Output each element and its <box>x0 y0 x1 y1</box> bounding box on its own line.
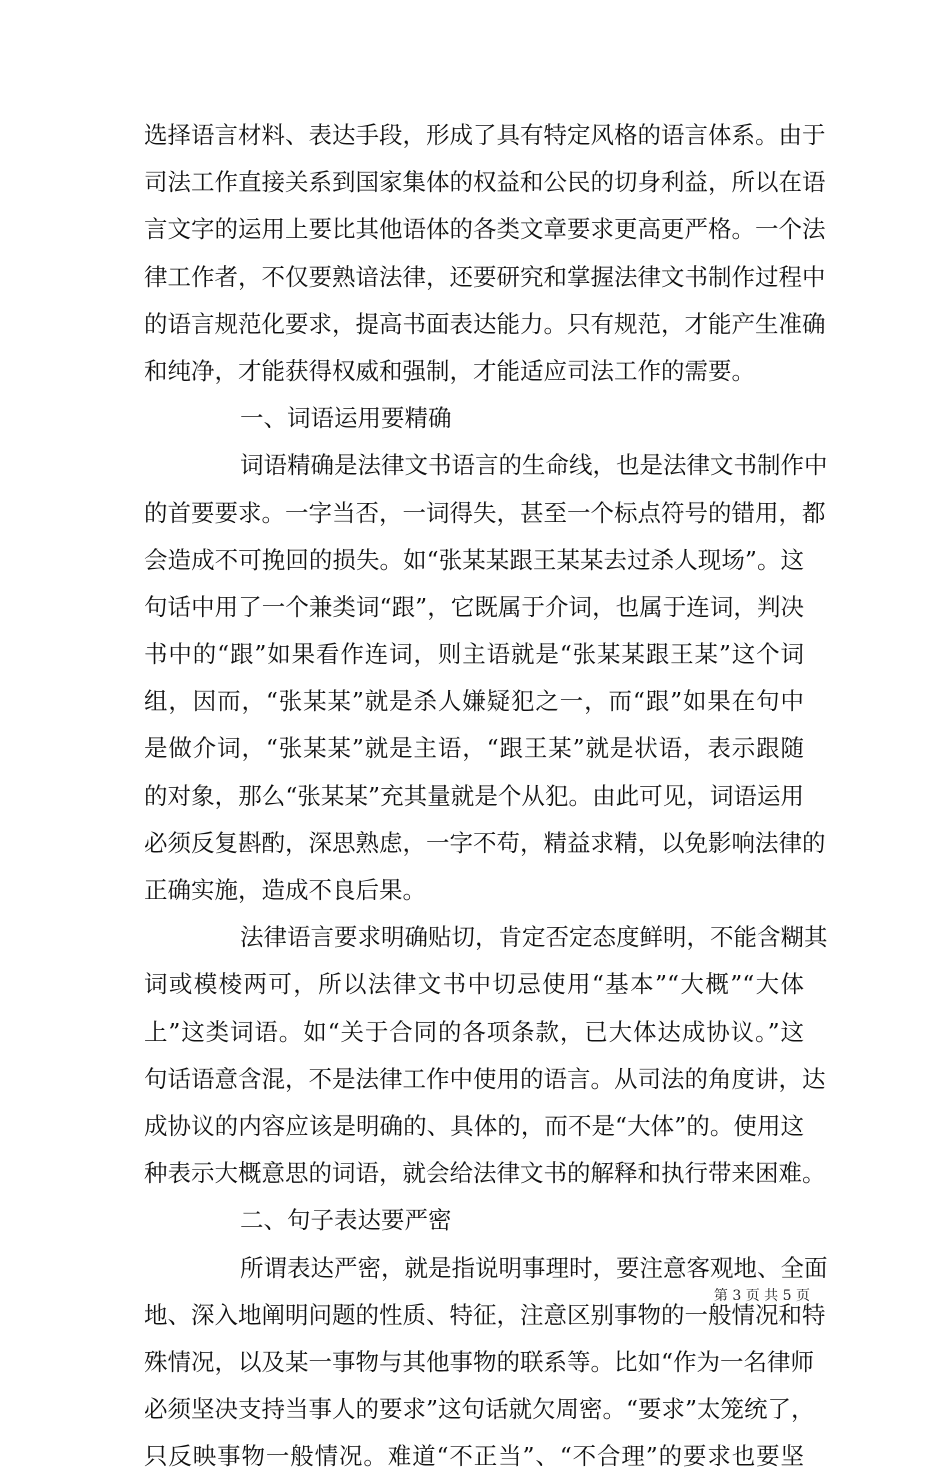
text-line: 句话语意含混，不是法律工作中使用的语言。从司法的角度讲，达 <box>144 1064 826 1093</box>
text-line: 必须坚决支持当事人的要求”这句话就欠周密。“要求”太笼统了， <box>144 1395 815 1424</box>
text-line: 只反映事物一般情况。难道“不正当”、“不合理”的要求也要坚 <box>144 1442 804 1471</box>
text-line: 律工作者，不仅要熟谙法律，还要研究和掌握法律文书制作过程中 <box>144 262 826 291</box>
text-line: 会造成不可挽回的损失。如“张某某跟王某某去过杀人现场”。这 <box>144 545 804 574</box>
text-line: 和纯净，才能获得权威和强制，才能适应司法工作的需要。 <box>144 356 755 385</box>
text-line: 组，因而，“张某某”就是杀人嫌疑犯之一，而“跟”如果在句中 <box>144 687 804 716</box>
text-line: 地、深入地阐明问题的性质、特征，注意区别事物的一般情况和特 <box>144 1300 826 1329</box>
text-line: 法律语言要求明确贴切，肯定否定态度鲜明，不能含糊其 <box>240 923 828 952</box>
text-line: 句话中用了一个兼类词“跟”，它既属于介词，也属于连词，判决 <box>144 592 804 621</box>
document-body <box>144 112 828 1480</box>
section-heading: 一、词语运用要精确 <box>240 404 452 433</box>
text-line: 司法工作直接关系到国家集体的权益和公民的切身利益，所以在语 <box>144 168 826 197</box>
text-line: 的首要要求。一字当否，一词得失，甚至一个标点符号的错用，都 <box>144 498 826 527</box>
text-line: 种表示大概意思的词语，就会给法律文书的解释和执行带来困难。 <box>144 1159 826 1188</box>
text-line: 所谓表达严密，就是指说明事理时，要注意客观地、全面 <box>240 1253 828 1282</box>
text-line: 言文字的运用上要比其他语体的各类文章要求更高更严格。一个法 <box>144 215 826 244</box>
text-line: 的语言规范化要求，提高书面表达能力。只有规范，才能产生准确 <box>144 309 826 338</box>
text-line: 的对象，那么“张某某”充其量就是个从犯。由此可见，词语运用 <box>144 781 804 810</box>
text-line: 成协议的内容应该是明确的、具体的，而不是“大体”的。使用这 <box>144 1111 804 1140</box>
text-line: 词语精确是法律文书语言的生命线，也是法律文书制作中 <box>240 451 828 480</box>
text-line: 正确实施，造成不良后果。 <box>144 876 426 904</box>
text-line: 选择语言材料、表达手段，形成了具有特定风格的语言体系。由于 <box>144 121 826 149</box>
text-line: 书中的“跟”如果看作连词，则主语就是“张某某跟王某”这个词 <box>144 640 804 669</box>
text-line: 词或模棱两可，所以法律文书中切忌使用“基本”“大概”“大体 <box>144 970 804 999</box>
text-line: 必须反复斟酌，深思熟虑，一字不苟，精益求精，以免影响法律的 <box>144 828 826 857</box>
section-heading: 二、句子表达要严密 <box>240 1206 452 1235</box>
text-line: 殊情况，以及某一事物与其他事物的联系等。比如“作为一名律师 <box>144 1347 815 1376</box>
text-line: 上”这类词语。如“关于合同的各项条款，已大体达成协议。”这 <box>144 1017 804 1046</box>
page-number-footer: 第 3 页 共 5 页 <box>713 1288 810 1304</box>
text-line: 是做介词，“张某某”就是主语，“跟王某”就是状语，表示跟随 <box>144 734 804 763</box>
